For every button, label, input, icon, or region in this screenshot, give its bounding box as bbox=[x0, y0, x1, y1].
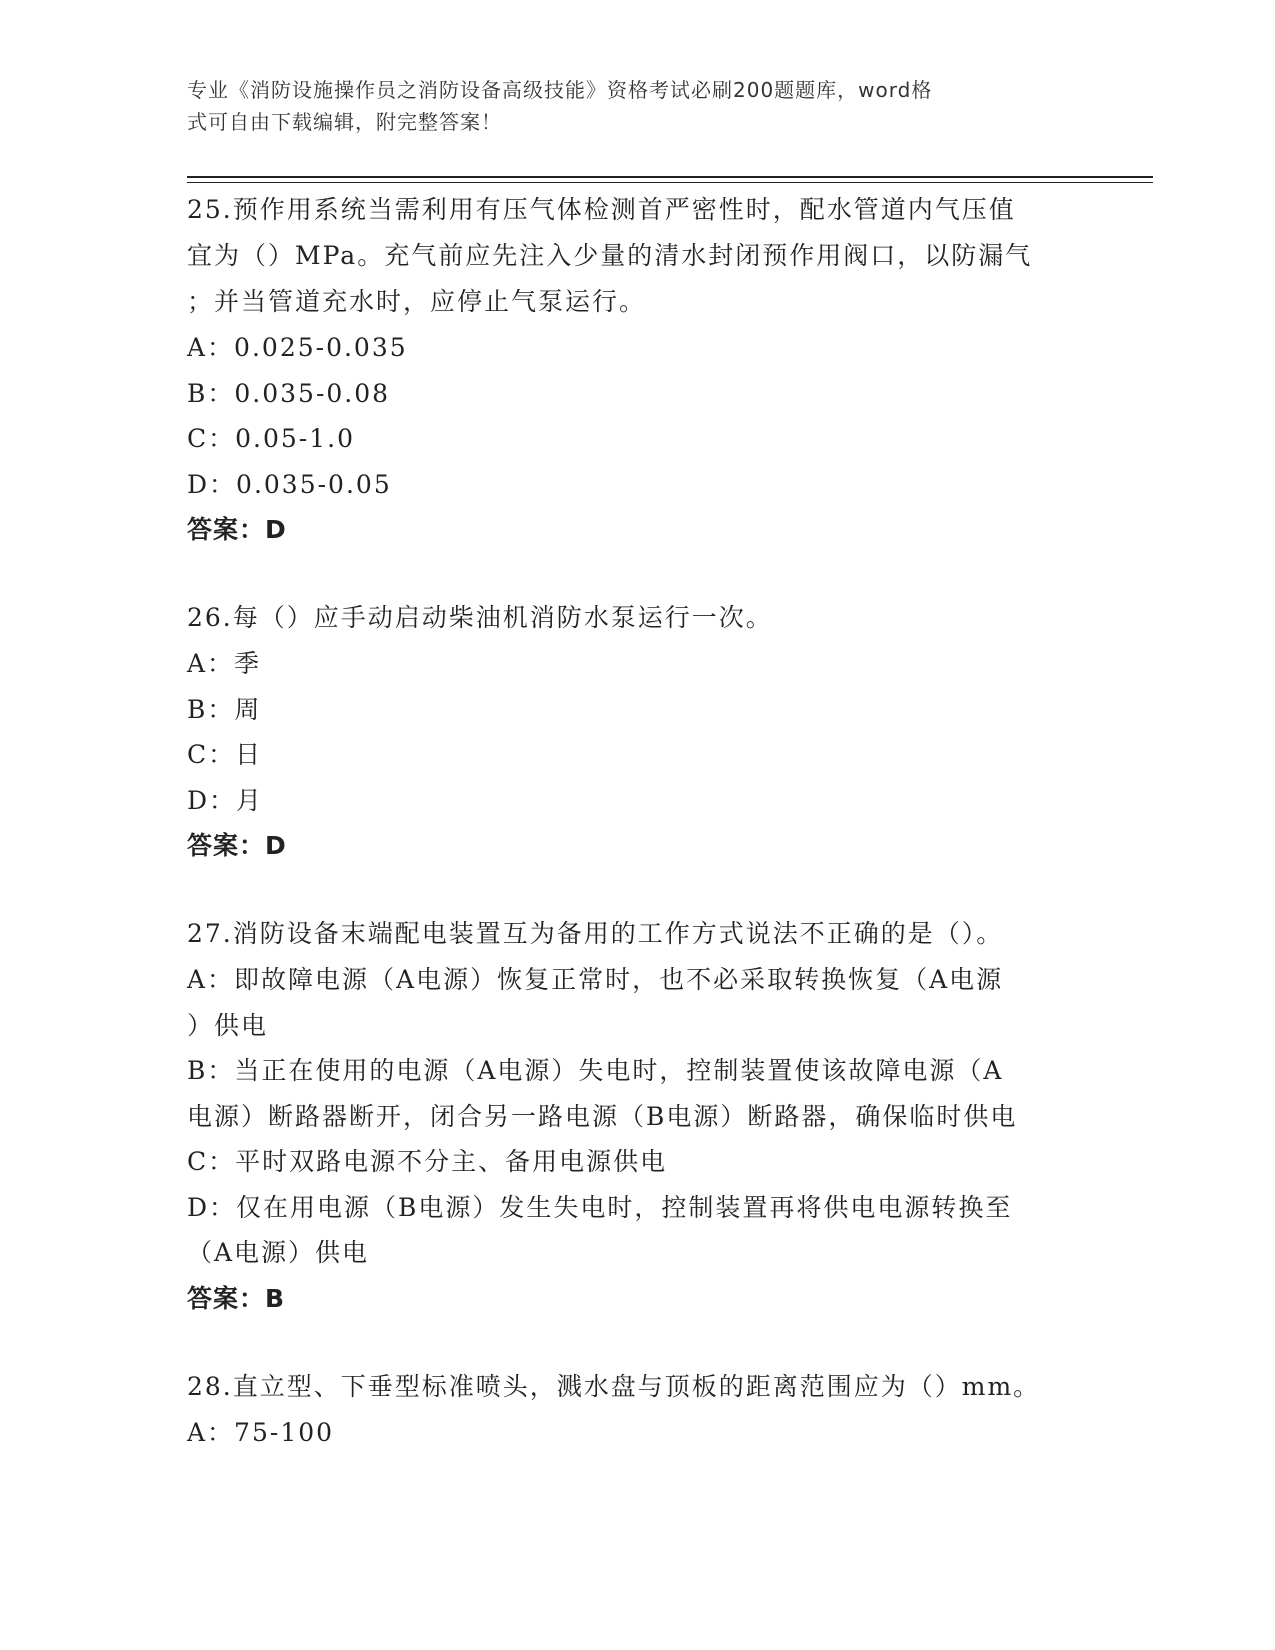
question-stem-line: 28.直立型、下垂型标准喷头，溅水盘与顶板的距离范围应为（）mm。 bbox=[187, 1371, 1041, 1401]
header-line-2: 式可自由下载编辑，附完整答案！ bbox=[187, 110, 502, 134]
option-c: C：平时双路电源不分主、备用电源供电 bbox=[187, 1147, 668, 1176]
question-25 bbox=[187, 187, 1087, 553]
answer: 答案：D bbox=[187, 515, 287, 544]
option-d: D：仅在用电源（B电源）发生失电时，控制装置再将供电电源转换至 bbox=[187, 1192, 1013, 1222]
option-b: B：周 bbox=[187, 694, 262, 724]
question-27 bbox=[187, 911, 1087, 1322]
document-header bbox=[187, 74, 1067, 138]
option-a: A：0.025-0.035 bbox=[187, 333, 408, 362]
question-list bbox=[187, 187, 1087, 1455]
question-26 bbox=[187, 595, 1087, 869]
option-a: A：季 bbox=[187, 649, 262, 678]
option-a: A：75-100 bbox=[187, 1417, 335, 1447]
question-stem-line: 27.消防设备末端配电装置互为备用的工作方式说法不正确的是（）。 bbox=[187, 919, 1004, 948]
question-28 bbox=[187, 1364, 1087, 1456]
option-c: C：0.05-1.0 bbox=[187, 424, 355, 453]
question-stem-line: ；并当管道充水时，应停止气泵运行。 bbox=[187, 287, 647, 316]
header-divider-thick bbox=[187, 176, 1153, 178]
option-b-continued: 电源）断路器断开，闭合另一路电源（B电源）断路器，确保临时供电 bbox=[187, 1101, 1018, 1131]
option-d-continued: （A电源）供电 bbox=[187, 1238, 370, 1267]
option-d: D：0.035-0.05 bbox=[187, 469, 392, 499]
option-b: B：0.035-0.08 bbox=[187, 378, 391, 408]
answer: 答案：D bbox=[187, 831, 287, 860]
answer: 答案：B bbox=[187, 1283, 286, 1313]
question-stem-line: 26.每（）应手动启动柴油机消防水泵运行一次。 bbox=[187, 603, 773, 632]
option-b: B：当正在使用的电源（A电源）失电时，控制装置使该故障电源（A bbox=[187, 1056, 1004, 1085]
option-a: A：即故障电源（A电源）恢复正常时，也不必采取转换恢复（A电源 bbox=[187, 965, 1004, 994]
question-stem-line: 25.预作用系统当需利用有压气体检测首严密性时，配水管道内气压值 bbox=[187, 195, 1016, 224]
question-stem-line: 宜为（）MPa。充气前应先注入少量的清水封闭预作用阀口，以防漏气 bbox=[187, 241, 1033, 270]
option-d: D：月 bbox=[187, 785, 264, 815]
header-line-1: 专业《消防设施操作员之消防设备高级技能》资格考试必刷200题题库，word格 bbox=[187, 78, 933, 102]
option-c: C：日 bbox=[187, 740, 263, 769]
header-divider-thin bbox=[187, 182, 1153, 183]
option-a-continued: ）供电 bbox=[187, 1010, 269, 1040]
